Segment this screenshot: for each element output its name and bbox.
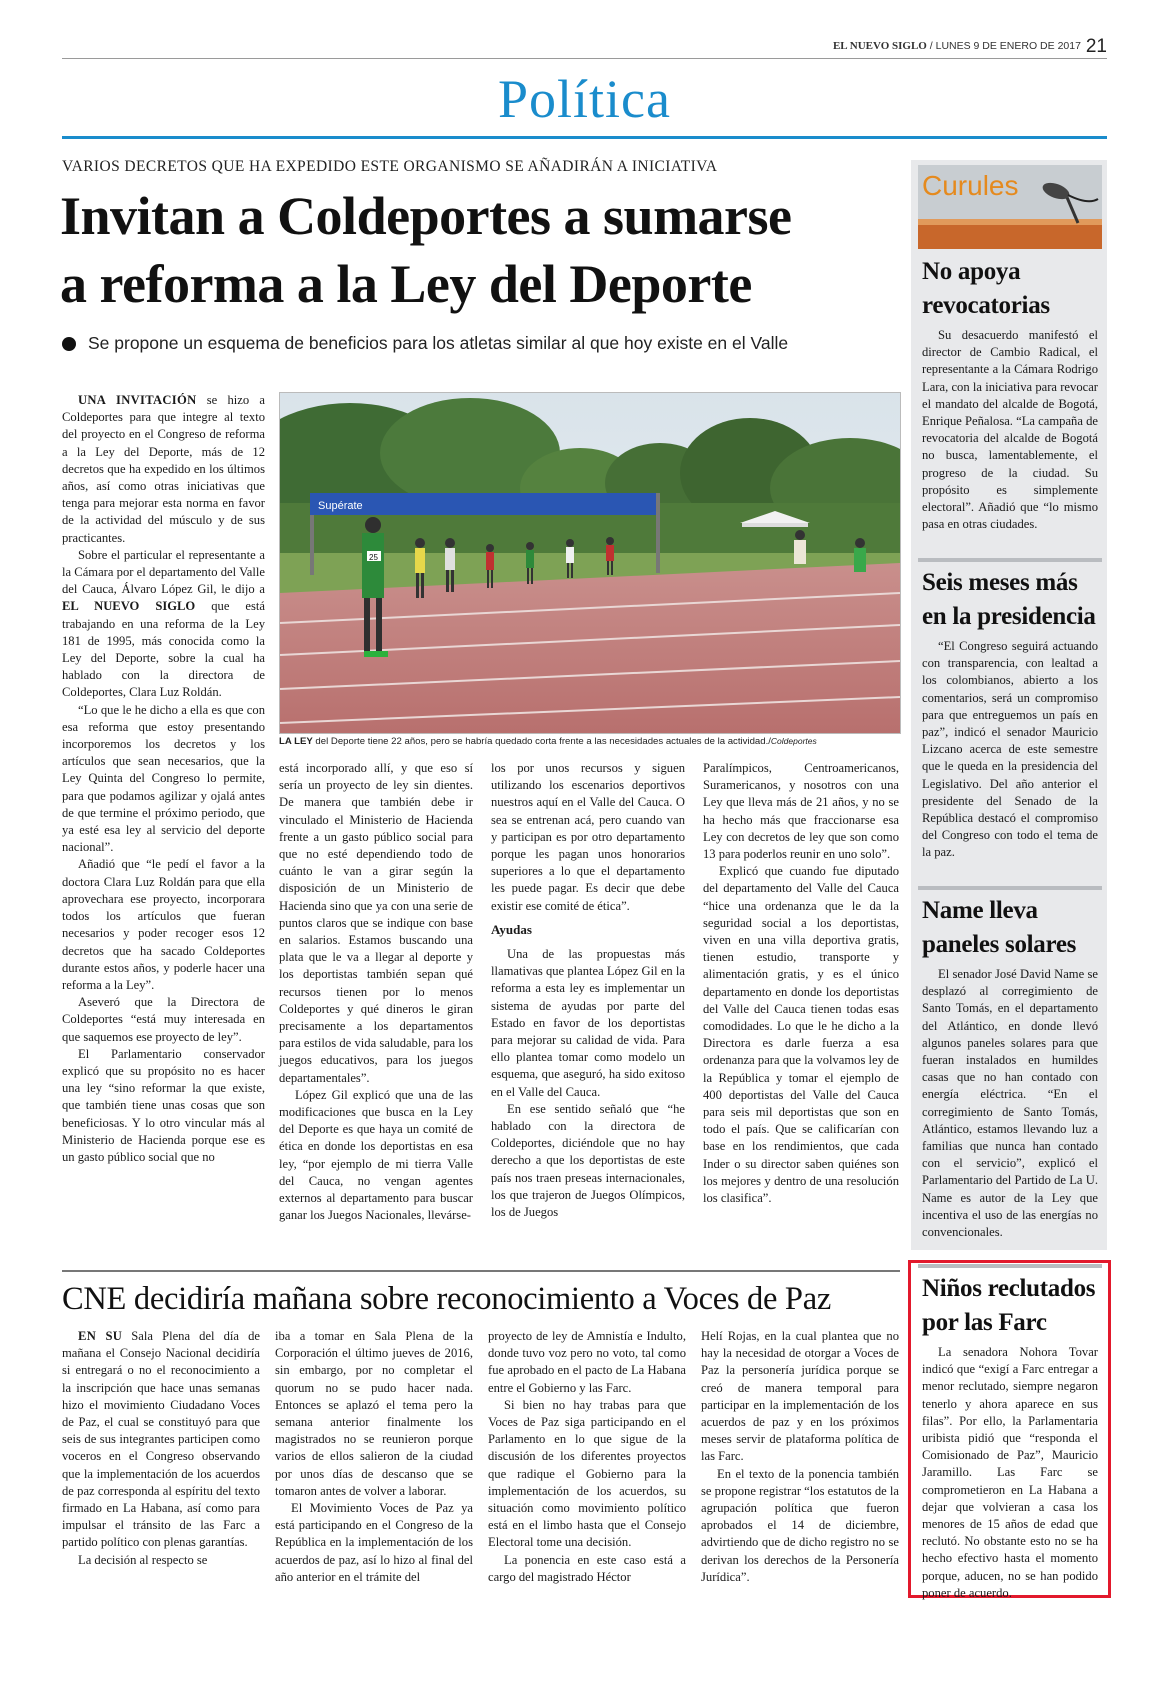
paragraph: López Gil explicó que una de las modificaciones que busca en la Ley del Deporte es que haya un comité de ética en donde los deportistas en esa ley, “por ejemplo de mi tierra Valle del Cauca, no vengan agentes externos al departamento para buscar ganar los Juegos Nacionales, llevárse- [279, 1087, 473, 1223]
curules-label: Curules [922, 170, 1019, 201]
paragraph: La ponencia en este caso está a cargo del magistrado Héctor [488, 1552, 686, 1584]
sidebar-item-title: No apoya revocatorias [922, 258, 1050, 319]
sidebar-item-body: El senador José David Name se desplazó al corregimiento de Santo Tomás, en el departamento del Atlántico, en donde llevó algunos paneles solares para que fueran instalados en humildes casas que no han contado con energía eléctrica. “En el corregimiento de Santo Tomás, Atlántico, estamos llevando luz a familias que nunca han contado con el servicio”, explicó el Parlamentario del Partido de La U. Name es autor de la Ley que incentiva el uso de las energías no convencionales. [922, 967, 1098, 1240]
sidebar-item-title: Seis meses más en la presidencia [922, 569, 1096, 630]
paragraph: Una de las propuestas más llamativas que plantea López Gil en la reforma a esta ley es implementar un sistema de ayudas por parte del Estado en favor de los deportistas para mejorar su calidad de vida. Para ello plantea tomar como modelo un esquema, que aseguró, ha sido exitoso en el Valle del Cauca. [491, 947, 685, 1099]
sidebar-item-title: Name lleva paneles solares [922, 897, 1077, 958]
paragraph: Helí Rojas, en la cual plantea que no hay la necesidad de otorgar a Voces de Paz la personería jurídica porque se creó de manera temporal para participar en la implementación de los acuerdos de paz y en los próximos meses servir de plataforma política de las Farc. [701, 1329, 899, 1464]
paragraph: El Parlamentario conservador explicó que su propósito no es hacer una ley “sino reformar la que existe, que también tiene unas cosas que son beneficiosas. Y lo otro vincular más al Ministerio de Hacienda porque ese es un gasto público social que no [62, 1046, 265, 1164]
caption-text: del Deporte tiene 22 años, pero se habría quedado corta frente a las necesidades actuales de la actividad./ [312, 736, 771, 747]
subheading: Ayudas [491, 921, 532, 937]
sidebar-divider [918, 886, 1102, 890]
paragraph: Sala Plena del día de mañana el Consejo Nacional decidiría si entregará o no el reconocimiento a la inscripción que hace unas semanas hizo el movimiento Ciudadano Voces de Paz, el cual se constituyó para que seis de sus integrantes participen como voceros en el Congreso observando que la implementación de los acuerdos de paz corresponda al espíritu del texto firmado en La Habana, así como para impulsar el tránsito de las Farc a partido político con plenas garantías. [62, 1329, 261, 1550]
paragraph: proyecto de ley de Amnistía e Indulto, donde tuvo voz pero no voto, tal como fue aprobado en el pacto de La Habana entre el Gobierno y las Farc. [488, 1329, 686, 1395]
track-photo [279, 392, 901, 734]
caption-lead: LA LEY [279, 736, 313, 747]
main-column-2 [279, 760, 473, 1224]
paragraph: está incorporado allí, y que eso sí sería un proyecto de ley sin dientes. De manera que también debe ir vinculado el Ministerio de Hacienda frente a un gasto público social para que no esté dependiendo todo de cuánto le van a girar según la disposición de un Ministerio de Hacienda sino que ya con una serie de puntos claros que se indique con base en salarios. Estamos buscando una plata que le va a llegar al deporte y los deportistas también sepan qué recursos tienen por lo menos Coldeportes y qué dineros le giran precisamente a los departamentos para estilos de vida saludable, para los juegos educativos, para los juegos departamentales”. [279, 761, 473, 1085]
paragraph: Paralímpicos, Centroamericanos, Suramericanos, y nosotros con una Ley que lleva más de 21 años, y no se ha hecho más que fraccionarse esa Ley con decretos de ley que son como 13 para poderlos reunir en uno solo”. [703, 761, 899, 862]
paragraph: Aseveró que la Directora de Coldeportes “está muy interesada en que saquemos ese proyecto de ley”. [62, 995, 265, 1044]
paper-name: EL NUEVO SIGLO [832, 40, 927, 52]
second-column-3 [488, 1328, 686, 1586]
photo-caption [279, 736, 899, 747]
dek [62, 333, 902, 354]
paragraph: Sobre el particular el representante a la Cámara por el departamento del Valle del Cauca, Álvaro López Gil, le dijo a EL NUEVO SIGLO que está trabajando en una reforma de la Ley 181 de 1995, más conocida como la Ley del Deporte, sobre la cual ha hablado con la directora de Coldeportes, Clara Luz Roldán. [62, 547, 265, 700]
paragraph: En ese sentido señaló que “he hablado con la directora de Coldeportes, diciéndole que no hay derecho a que los deportistas de este país nos traen preseas internacionales, los que trajeron de Juegos Olímpicos, los de Juegos [491, 1101, 685, 1220]
sidebar-item-title: Niños reclutados por las Farc [922, 1275, 1096, 1336]
main-column-4 [703, 760, 899, 1207]
sidebar-divider [918, 1264, 1102, 1268]
paragraph: La decisión al respecto se [78, 1552, 208, 1567]
headline-line-2: a reforma a la Ley del Deporte [60, 254, 752, 314]
sidebar-item-3 [922, 894, 1098, 1241]
bullet-icon [62, 337, 76, 351]
main-headline [60, 182, 900, 318]
kicker: VARIOS DECRETOS QUE HA EXPEDIDO ESTE ORGANISMO SE AÑADIRÁN A INICIATIVA [62, 158, 718, 175]
sidebar-item-1 [922, 255, 1098, 533]
paragraph: se hizo a Coldeportes para que integre al texto del proyecto en el Congreso de reforma a la Ley del Deporte, más de 12 decretos que ha expedido en los últimos años, así como otras iniciativas que tenga para mejorar esta norma en favor de la actividad del músculo y de sus practicantes. [62, 393, 265, 545]
banner-text: Supérate [318, 500, 363, 512]
header-rule [62, 58, 1107, 59]
dek-text: Se propone un esquema de beneficios para los atletas similar al que hoy existe en el Valle [88, 333, 789, 353]
second-headline: CNE decidiría mañana sobre reconocimiento a Voces de Paz [62, 1281, 831, 1317]
main-column-3 [491, 760, 685, 1221]
paper-mention: EL NUEVO SIGLO [62, 599, 196, 614]
photo-credit: Coldeportes [770, 736, 817, 746]
second-column-1 [62, 1328, 260, 1569]
bib-number: 25 [369, 553, 378, 562]
paragraph: En el texto de la ponencia también se propone registrar “los estatutos de la agrupación política que fueron aprobados el 14 de diciembre, advirtiendo que de dicho registro no se derivan los derechos de la Personería Jurídica”. [701, 1466, 899, 1584]
headline-line-1: Invitan a Coldeportes a sumarse [60, 186, 792, 246]
page-header [62, 36, 1107, 58]
paragraph: El Movimiento Voces de Paz ya está participando en el Congreso de la República en la implementación de los acuerdos de paz, así lo hizo al final del año anterior en el trámite del [275, 1501, 473, 1584]
second-column-4 [701, 1328, 899, 1586]
sidebar-item-2 [922, 566, 1098, 862]
page-number: 21 [1085, 36, 1107, 57]
second-column-2 [275, 1328, 473, 1586]
sidebar-item-body: “El Congreso seguirá actuando con transparencia, con lealtad a los colombianos, abierto a los comentarios, será un compromiso para que entreguemos un país en paz”, indicó el senador Mauricio Lizcano acerca de este semestre que le queda en la presidencia del Legislativo. Del año anterior el presidente del Senado de la República destacó el compromiso del Congreso con todo el tema de la paz. [922, 639, 1098, 860]
track-photo-image [280, 393, 900, 733]
paragraph: “Lo que le he dicho a ella es que con esa reforma que estoy presentando incorporemos los decretos y los artículos que sean necesarios, que la Ley Quinta del Congreso lo permite, para que podamos agilizar y ojalá antes de que termine el próximo periodo, que ya esté esa ley al servicio del deporte nacional”. [62, 702, 265, 855]
story-divider [62, 1270, 900, 1272]
sidebar-item-body: La senadora Nohora Tovar indicó que “exigí a Farc entregar a menor reclutado, siempre negaron tenerlo y ahora aparece en sus filas”. Por ello, la Parlamentaria uribista pidió que “responda el Comisionado de Paz”, Mauricio Jaramillo. Las Farc se comprometieron en La Habana a dejar que volvieran a casa los menores de 15 años de edad que reclutó. No obstante esto no se ha hecho efectivo hasta el momento porque, aducen, no se han podido poner de acuerdo. [922, 1345, 1098, 1600]
paragraph: iba a tomar en Sala Plena de la Corporación el último jueves de 2016, sin embargo, por no completar el quorum no se pudo hacer nada. Entonces se aplazó el tema pero la semana anterior finalmente los magistrados no se reunieron porque varios de ellos salieron de la ciudad por unos días de descanso que se tomaron antes de volver a laborar. [275, 1329, 473, 1498]
paragraph: Añadió que “le pedí el favor a la doctora Clara Luz Roldán para que ella aprovechara ese proyecto, incorporara todos los artículos que fueran necesarios y poder recoger esos 12 decretos que ha sacado Coldeportes durante estos años, y poderle hacer una reforma a la Ley”. [62, 857, 265, 992]
section-rule [62, 136, 1107, 139]
paragraph: Si bien no hay trabas para que Voces de Paz siga participando en el Parlamento en lo que sigue de la discusión de los diferentes proyectos que radique el Gobierno para la implementación de los acuerdos, su situación como movimiento político está en el limbo hasta que el Consejo Electoral tome una decisión. [488, 1397, 686, 1550]
paragraph: los por unos recursos y siguen utilizando los escenarios deportivos nuestros aquí en el Valle del Cauca. O sea se entrenan acá, pero cuando van y participan es por otro departamento porque les pagan unos honorarios superiores a lo que el departamento les puede pagar. Es decir que debe existir ese comité de ética”. [491, 761, 685, 913]
lead-in: EN SU [78, 1329, 123, 1343]
lead-in: UNA INVITACIÓN [78, 393, 197, 407]
sidebar-item-body: Su desacuerdo manifestó el director de Cambio Radical, el representante a la Cámara Rodrigo Lara, con la iniciativa para revocar el mandato del alcalde de Bogotá, Enrique Peñalosa. “La campaña de revocatoria del alcalde de Bogotá no busca, lamentablemente, el progreso de la ciudad. Su propósito es simplemente electoral”. Añadió que “lo mismo pasa en otras ciudades. [922, 328, 1098, 532]
issue-date: / LUNES 9 DE ENERO DE 2017 [929, 40, 1081, 52]
main-column-1 [62, 392, 265, 1166]
section-title: Política [498, 69, 671, 129]
sidebar-divider [918, 558, 1102, 562]
paragraph: Explicó que cuando fue diputado del departamento del Valle del Cauca “hice una ordenanza que le da la seguridad social a los deportistas, viven en una villa deportiva gratis, tienen estudio, transporte y alimentación gratis, y es el único departamento en donde los deportistas del Valle del Cauca tienen todas esas comodidades. Lo que le he dicho a la Directora es darle fuerza a esa ordenanza para que la volvamos ley de la República y tomar el ejemplo de 400 deportistas del Valle del Cauca para seis mil deportistas que son en todo el país. Que se calificarían con base en los rendimientos, que cada Inder o su director saben quiénes son los mejores y dentro de una resolución los clasifica”. [703, 864, 899, 1206]
sidebar-item-4 [922, 1272, 1098, 1602]
